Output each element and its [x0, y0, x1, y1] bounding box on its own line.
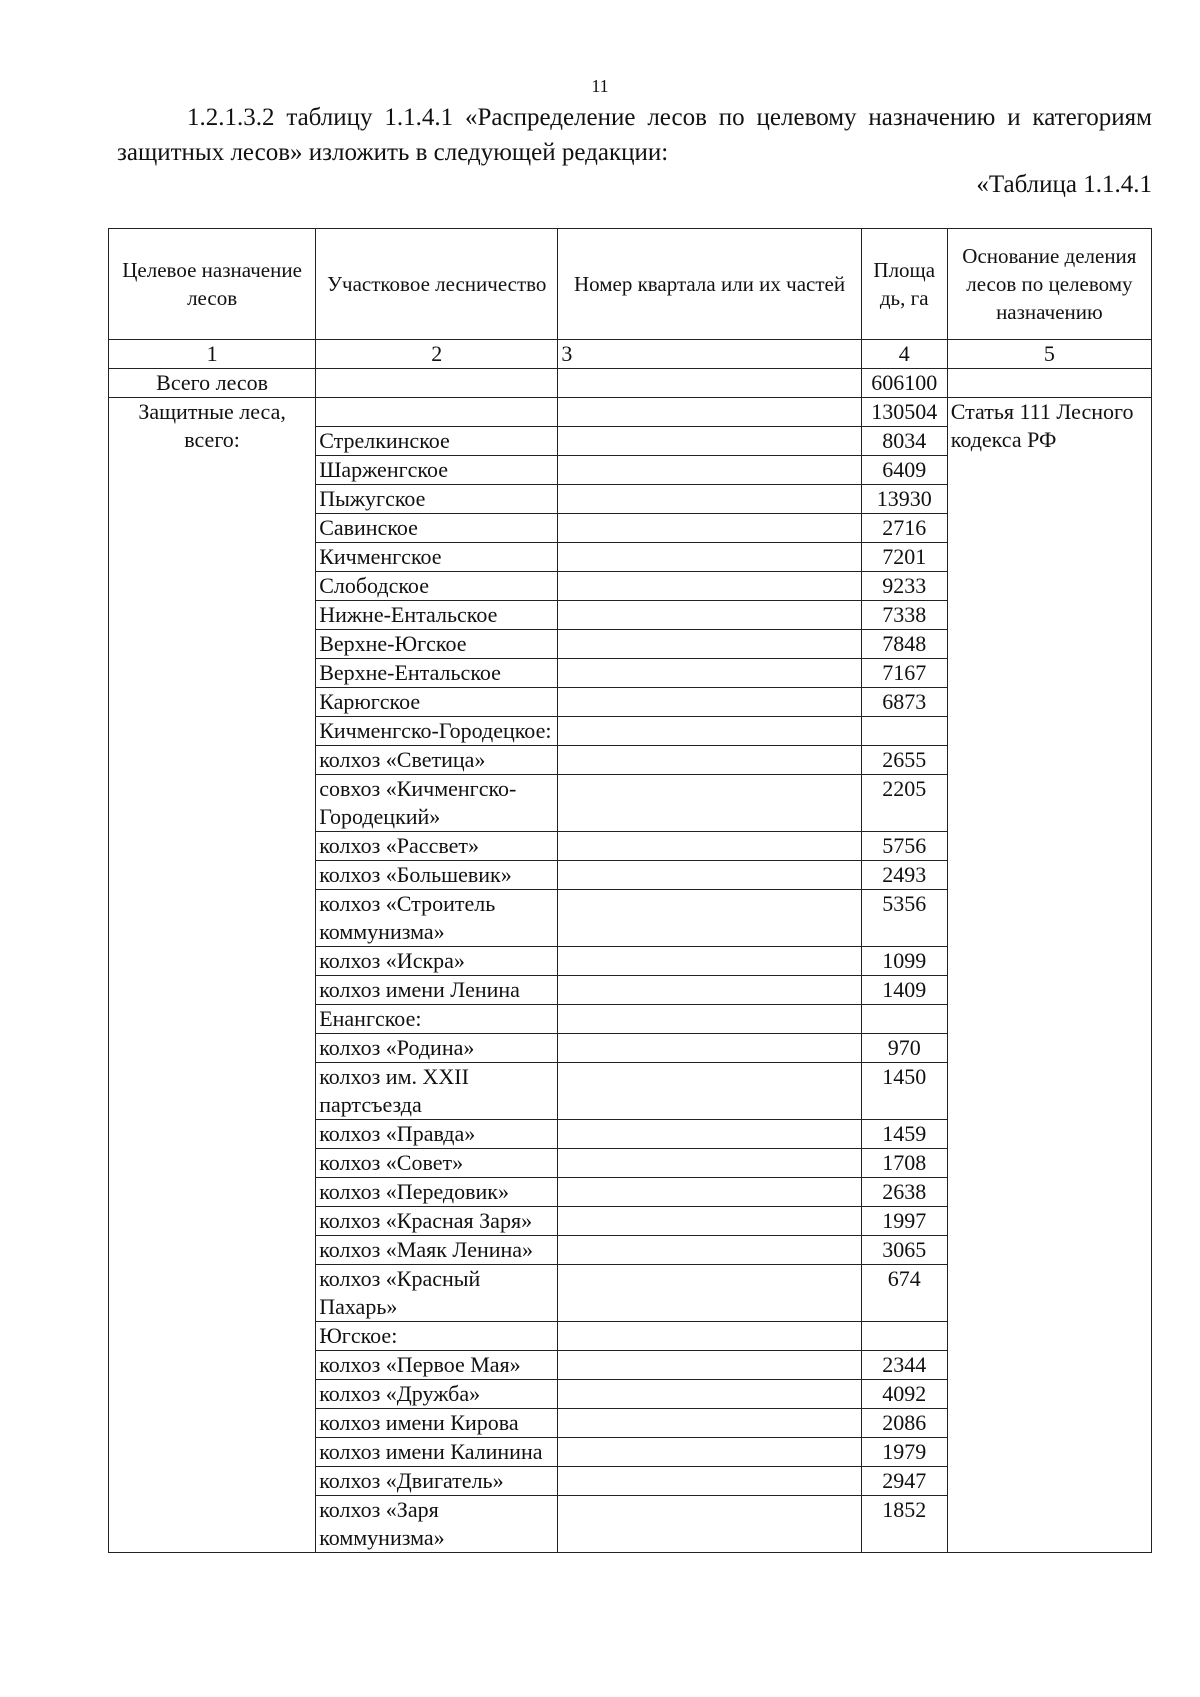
area-cell: 2655 — [861, 746, 947, 775]
quarter-cell — [558, 1265, 861, 1322]
district-cell: колхоз «Передовик» — [316, 1178, 558, 1207]
quarter-cell — [558, 1351, 861, 1380]
district-cell: колхоз «Родина» — [316, 1034, 558, 1063]
header-area: Площа дь, га — [861, 229, 947, 340]
quarter-cell — [558, 427, 861, 456]
quarter-cell — [558, 514, 861, 543]
district-cell: Шарженгское — [316, 456, 558, 485]
page-number: 11 — [591, 76, 609, 96]
district-cell: Карюгское — [316, 688, 558, 717]
header-basis: Основание деления лесов по целевому назначению — [947, 229, 1151, 340]
quarter-cell — [558, 1207, 861, 1236]
district-cell: Кичменгское — [316, 543, 558, 572]
district-cell: колхоз «Первое Мая» — [316, 1351, 558, 1380]
area-cell: 13930 — [861, 485, 947, 514]
area-cell: 674 — [861, 1265, 947, 1322]
table-caption: «Таблица 1.1.4.1 — [976, 171, 1152, 198]
area-cell — [861, 1005, 947, 1034]
district-cell: колхоз «Искра» — [316, 947, 558, 976]
district-cell: Пыжугское — [316, 485, 558, 514]
area-cell: 1979 — [861, 1438, 947, 1467]
district-cell: колхоз «Дружба» — [316, 1380, 558, 1409]
protective-area: 130504 — [861, 398, 947, 427]
area-cell: 2205 — [861, 775, 947, 832]
quarter-cell — [558, 947, 861, 976]
area-cell: 970 — [861, 1034, 947, 1063]
area-cell: 2716 — [861, 514, 947, 543]
total-area: 606100 — [861, 369, 947, 398]
quarter-cell — [558, 1120, 861, 1149]
header-quarter: Номер квартала или их частей — [558, 229, 861, 340]
district-cell: Верхне-Ентальское — [316, 659, 558, 688]
column-number-row — [109, 340, 1152, 369]
column-number: 1 — [109, 340, 316, 369]
district-cell: Енангское: — [316, 1005, 558, 1034]
quarter-cell — [558, 1149, 861, 1178]
area-cell: 1459 — [861, 1120, 947, 1149]
district-cell: колхоз «Большевик» — [316, 861, 558, 890]
district-cell: Кичменгско-Городецкое: — [316, 717, 558, 746]
quarter-cell — [558, 1322, 861, 1351]
district-cell: колхоз «Светица» — [316, 746, 558, 775]
district-cell: колхоз «Совет» — [316, 1149, 558, 1178]
table-cell — [558, 398, 861, 427]
area-cell: 1099 — [861, 947, 947, 976]
quarter-cell — [558, 861, 861, 890]
quarter-cell — [558, 1005, 861, 1034]
area-cell: 4092 — [861, 1380, 947, 1409]
area-cell: 2947 — [861, 1467, 947, 1496]
area-cell: 7167 — [861, 659, 947, 688]
district-cell: Слободское — [316, 572, 558, 601]
quarter-cell — [558, 601, 861, 630]
area-cell: 7338 — [861, 601, 947, 630]
district-cell: колхоз «Маяк Ленина» — [316, 1236, 558, 1265]
quarter-cell — [558, 659, 861, 688]
protective-label: Защитные леса, всего: — [109, 398, 316, 1553]
quarter-cell — [558, 1409, 861, 1438]
district-cell: колхоз имени Калинина — [316, 1438, 558, 1467]
table-cell — [558, 369, 861, 398]
district-cell: Югское: — [316, 1322, 558, 1351]
quarter-cell — [558, 630, 861, 659]
district-cell: колхоз им. XXII партсъезда — [316, 1063, 558, 1120]
quarter-cell — [558, 1063, 861, 1120]
quarter-cell — [558, 832, 861, 861]
column-number: 2 — [316, 340, 558, 369]
table-cell — [316, 398, 558, 427]
area-cell: 5356 — [861, 890, 947, 947]
district-cell: колхоз «Двигатель» — [316, 1467, 558, 1496]
header-purpose: Целевое назначение лесов — [109, 229, 316, 340]
quarter-cell — [558, 1034, 861, 1063]
quarter-cell — [558, 485, 861, 514]
area-cell: 2086 — [861, 1409, 947, 1438]
quarter-cell — [558, 976, 861, 1005]
quarter-cell — [558, 1380, 861, 1409]
table-cell — [947, 369, 1151, 398]
area-cell: 7848 — [861, 630, 947, 659]
area-cell: 8034 — [861, 427, 947, 456]
district-cell: совхоз «Кичменгско-Городецкий» — [316, 775, 558, 832]
area-cell: 2344 — [861, 1351, 947, 1380]
total-label: Всего лесов — [109, 369, 316, 398]
protective-basis: Статья 111 Лесного кодекса РФ — [947, 398, 1151, 1553]
area-cell: 1852 — [861, 1496, 947, 1553]
area-cell: 6409 — [861, 456, 947, 485]
area-cell: 1450 — [861, 1063, 947, 1120]
area-cell: 2638 — [861, 1178, 947, 1207]
area-cell: 1997 — [861, 1207, 947, 1236]
table-cell — [316, 369, 558, 398]
quarter-cell — [558, 543, 861, 572]
header-district: Участковое лесничество — [316, 229, 558, 340]
area-cell — [861, 1322, 947, 1351]
area-cell — [861, 717, 947, 746]
area-cell: 5756 — [861, 832, 947, 861]
area-cell: 3065 — [861, 1236, 947, 1265]
quarter-cell — [558, 775, 861, 832]
quarter-cell — [558, 1467, 861, 1496]
forest-distribution-table — [108, 228, 1152, 1553]
quarter-cell — [558, 1438, 861, 1467]
quarter-cell — [558, 456, 861, 485]
district-cell: колхоз имени Ленина — [316, 976, 558, 1005]
quarter-cell — [558, 1496, 861, 1553]
protective-row — [109, 398, 1152, 427]
quarter-cell — [558, 717, 861, 746]
column-number: 4 — [861, 340, 947, 369]
district-cell: колхоз «Правда» — [316, 1120, 558, 1149]
area-cell: 7201 — [861, 543, 947, 572]
quarter-cell — [558, 1236, 861, 1265]
quarter-cell — [558, 688, 861, 717]
area-cell: 9233 — [861, 572, 947, 601]
district-cell: колхоз «Строитель коммунизма» — [316, 890, 558, 947]
quarter-cell — [558, 890, 861, 947]
district-cell: колхоз имени Кирова — [316, 1409, 558, 1438]
district-cell: Нижне-Ентальское — [316, 601, 558, 630]
header-row — [109, 229, 1152, 340]
area-cell: 1409 — [861, 976, 947, 1005]
district-cell: колхоз «Рассвет» — [316, 832, 558, 861]
quarter-cell — [558, 572, 861, 601]
area-cell: 1708 — [861, 1149, 947, 1178]
district-cell: Савинское — [316, 514, 558, 543]
area-cell: 6873 — [861, 688, 947, 717]
intro-text: 1.2.1.3.2 таблицу 1.1.4.1 «Распределение лесов по целевому назначению и категориям защитных лесов» изложить в следующей редакции: — [117, 104, 1152, 166]
intro-paragraph — [117, 100, 1152, 170]
total-row — [109, 369, 1152, 398]
district-cell: колхоз «Заря коммунизма» — [316, 1496, 558, 1553]
area-cell: 2493 — [861, 861, 947, 890]
district-cell: колхоз «Красная Заря» — [316, 1207, 558, 1236]
district-cell: Верхне-Югское — [316, 630, 558, 659]
column-number: 5 — [947, 340, 1151, 369]
quarter-cell — [558, 1178, 861, 1207]
quarter-cell — [558, 746, 861, 775]
column-number: 3 — [558, 340, 861, 369]
district-cell: колхоз «Красный Пахарь» — [316, 1265, 558, 1322]
district-cell: Стрелкинское — [316, 427, 558, 456]
